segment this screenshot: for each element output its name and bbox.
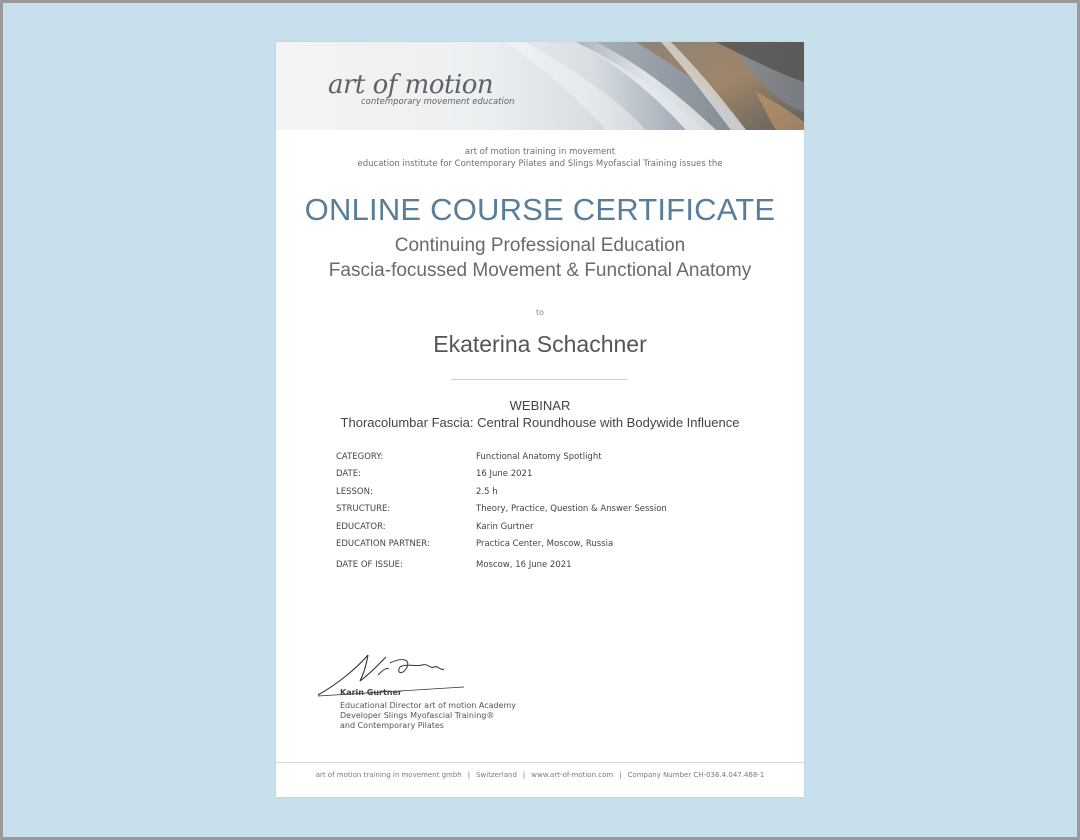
intro-line-1: art of motion training in movement (464, 147, 616, 157)
footer-divider (276, 762, 804, 763)
webinar-label: WEBINAR (509, 398, 571, 413)
footer-website[interactable]: www.art-of-motion.com (531, 771, 614, 779)
signatory-name: Karin Gurtner (340, 688, 402, 697)
detail-row-date (336, 469, 736, 481)
detail-row-date-of-issue (336, 560, 736, 572)
detail-value: Moscow, 16 June 2021 (476, 560, 572, 570)
certificate-title: ONLINE COURSE CERTIFICATE (304, 192, 776, 227)
signatory-role-line-3: and Contemporary Pilates (340, 721, 444, 730)
footer: art of motion training in movement gmbh | Switzerland | www.art-of-motion.com | Company Number CH-036.4.047.468-1 (315, 771, 765, 779)
webinar-title: Thoracolumbar Fascia: Central Roundhouse with Bodywide Influence (340, 415, 740, 430)
name-divider (451, 379, 628, 380)
brand-logo (328, 72, 514, 107)
detail-row-educator (336, 522, 736, 534)
detail-row-education-partner (336, 539, 736, 551)
detail-row-lesson (336, 487, 736, 499)
detail-label: EDUCATOR: (336, 522, 386, 532)
intro-line-2: education institute for Contemporary Pilates and Slings Myofascial Training issues the (357, 159, 723, 169)
detail-value: 16 June 2021 (476, 469, 533, 479)
detail-value: Karin Gurtner (476, 522, 534, 532)
logo-tagline: contemporary movement education (361, 97, 515, 107)
detail-label: DATE: (336, 469, 361, 479)
detail-value: 2.5 h (476, 487, 498, 497)
signatory-roles (340, 701, 516, 731)
detail-label: DATE OF ISSUE: (336, 560, 403, 570)
detail-label: CATEGORY: (336, 452, 384, 462)
footer-country: Switzerland (476, 771, 517, 779)
detail-row-category (336, 452, 736, 464)
footer-company-number: Company Number CH-036.4.047.468-1 (627, 771, 765, 779)
footer-company: art of motion training in movement gmbh (315, 771, 462, 779)
header-banner (276, 42, 804, 130)
signatory-role-line-2: Developer Slings Myofascial Training® (340, 711, 495, 720)
detail-value: Functional Anatomy Spotlight (476, 452, 602, 462)
logo-wordmark: art of motion (328, 70, 494, 100)
certificate-page (276, 42, 804, 797)
detail-value: Theory, Practice, Question & Answer Session (476, 504, 667, 514)
detail-label: LESSON: (336, 487, 373, 497)
recipient-name: Ekaterina Schachner (433, 331, 647, 357)
detail-label: EDUCATION PARTNER: (336, 539, 430, 549)
detail-label: STRUCTURE: (336, 504, 391, 514)
detail-value: Practica Center, Moscow, Russia (476, 539, 614, 549)
signatory-role-line-1: Educational Director art of motion Academy (340, 701, 517, 710)
subtitle-line-2: Fascia-focussed Movement & Functional Anatomy (328, 260, 752, 281)
detail-row-structure (336, 504, 736, 516)
to-label: to (535, 308, 545, 317)
subtitle-line-1: Continuing Professional Education (394, 235, 686, 256)
